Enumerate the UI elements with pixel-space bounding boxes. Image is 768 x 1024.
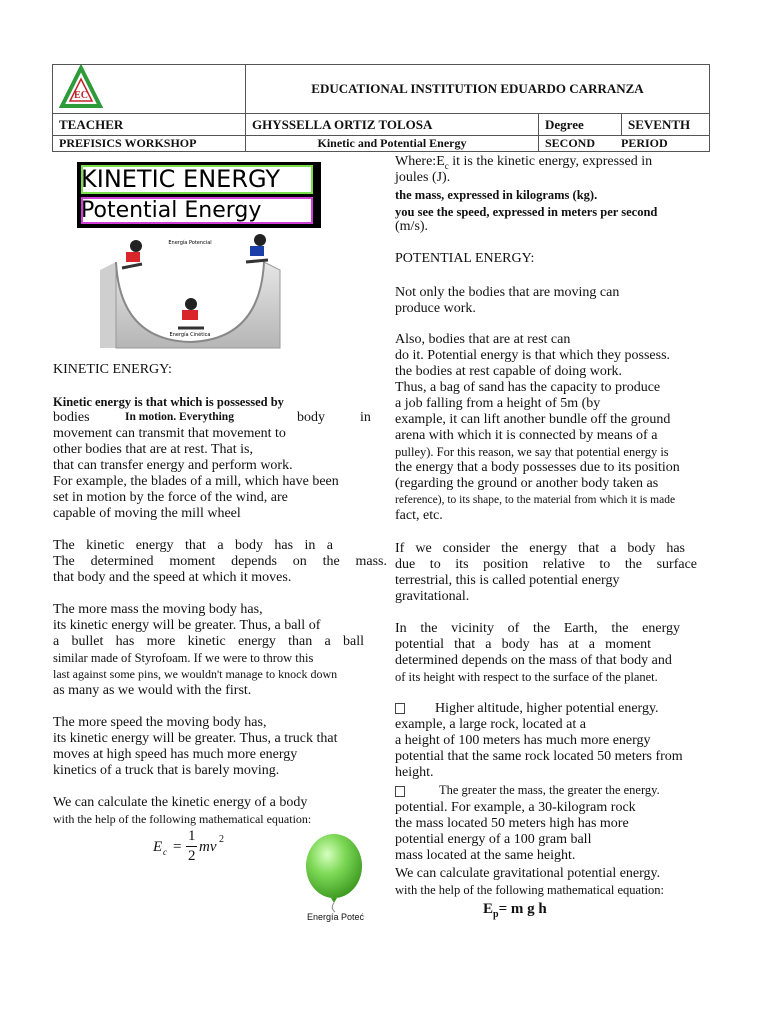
right-line: fact, etc. <box>395 508 443 523</box>
left-line: The determined moment depends on the mass. <box>53 554 387 569</box>
right-line: We can calculate gravitational potential energy. <box>395 866 661 881</box>
eq-denominator: 2 <box>188 848 196 864</box>
left-line: a bullet has more kinetic energy than a ball <box>53 634 364 649</box>
teacher-name: GHYSSELLA ORTIZ TOLOSA <box>246 114 539 136</box>
bullet-text: Higher altitude, higher potential energy. <box>435 701 659 716</box>
right-line: potential that a body has at a moment <box>395 637 651 652</box>
kinetic-energy-equation <box>153 830 253 870</box>
right-line: terrestrial, this is called potential energy <box>395 573 620 588</box>
eq-subscript: p <box>493 909 499 920</box>
right-line: determined depends on the mass of that body and <box>395 653 672 668</box>
bullet-text: The greater the mass, the greater the energy. <box>439 783 660 797</box>
title-banner <box>77 162 321 228</box>
topic: Kinetic and Potential Energy <box>246 136 539 152</box>
left-line: Kinetic energy is that which is possessed by <box>53 395 284 409</box>
left-line: that can transfer energy and perform work. <box>53 458 293 473</box>
eq-equals: = <box>173 839 182 855</box>
left-line: The more speed the moving body has, <box>53 715 267 730</box>
left-line: movement can transmit that movement to <box>53 426 286 441</box>
skater-bottom-icon <box>178 298 204 328</box>
right-line: the bodies at rest capable of doing work. <box>395 364 623 379</box>
right-line: reference), to its shape, to the material from which it is made <box>395 494 676 506</box>
left-line: as many as we would with the first. <box>53 683 252 698</box>
right-line: If we consider the energy that a body has <box>395 541 685 556</box>
right-line: the energy that a body possesses due to its position <box>395 460 680 475</box>
right-line: gravitational. <box>395 589 470 604</box>
text-fragment: bodies <box>53 410 90 425</box>
period-word-1: SECOND <box>545 136 596 150</box>
left-line: The kinetic energy that a body has in a <box>53 538 333 553</box>
left-line: last against some pins, we wouldn't manage to knock down <box>53 667 338 681</box>
header-table <box>52 64 710 155</box>
right-line: the mass located 50 meters high has more <box>395 816 629 831</box>
right-line: Not only the bodies that are moving can <box>395 285 620 300</box>
potential-energy-equation <box>483 901 547 923</box>
right-line: you see the speed, expressed in meters per second <box>395 205 658 219</box>
right-line: a height of 100 meters has much more energy <box>395 733 651 748</box>
left-line: For example, the blades of a mill, which have been <box>53 474 339 489</box>
logo-text: EC <box>74 90 88 101</box>
right-line: example, a large rock, located at a <box>395 717 586 732</box>
left-line: capable of moving the mill wheel <box>53 506 241 521</box>
eq-rest: = m g h <box>498 901 547 917</box>
left-line: The more mass the moving body has, <box>53 602 263 617</box>
teacher-label: TEACHER <box>53 114 246 136</box>
period-word-2: PERIOD <box>621 136 668 150</box>
right-line: mass located at the same height. <box>395 848 576 863</box>
skate-ramp-illustration <box>98 232 283 350</box>
right-line: a job falling from a height of 5m (by <box>395 396 601 411</box>
text-fragment: body <box>297 410 325 425</box>
right-line: produce work. <box>395 301 476 316</box>
workshop-label: PREFISICS WORKSHOP <box>53 136 246 152</box>
potential-heading: POTENTIAL ENERGY: <box>395 251 535 266</box>
bullet-item <box>395 782 660 798</box>
right-line: the mass, expressed in kilograms (kg). <box>395 188 598 202</box>
eq-superscript: 2 <box>219 834 224 845</box>
left-line: We can calculate the kinetic energy of a body <box>53 795 308 810</box>
text-subscript: c <box>444 160 449 171</box>
right-line: arena with which it is connected by means of a <box>395 428 658 443</box>
logo <box>53 65 246 114</box>
eq-symbol: E <box>153 839 163 855</box>
institution-logo-icon <box>59 65 103 109</box>
bullet-icon <box>395 703 405 714</box>
degree-value: SEVENTH <box>622 114 710 136</box>
degree-label: Degree <box>539 114 622 136</box>
left-line: kinetics of a truck that is barely moving. <box>53 763 280 778</box>
eq-symbol: E <box>483 901 494 917</box>
right-line: pulley). For this reason, we say that potential energy is <box>395 445 669 459</box>
right-line: Thus, a bag of sand has the capacity to produce <box>395 380 661 395</box>
text-fragment-bold: In motion. Everything <box>125 411 234 423</box>
skater-left-icon <box>122 240 142 268</box>
text-fragment: it is the kinetic energy, expressed in <box>448 154 653 169</box>
right-line: (regarding the ground or another body taken as <box>395 476 659 491</box>
right-line: potential that the same rock located 50 meters from <box>395 749 683 764</box>
left-line: moves at high speed has much more energy <box>53 747 298 762</box>
ramp-top-label: Energía Potencial <box>168 240 212 246</box>
period <box>539 136 710 152</box>
right-line: In the vicinity of the Earth, the energy <box>395 621 680 636</box>
banner-line-kinetic: KINETIC ENERGY <box>81 165 313 194</box>
left-line: with the help of the following mathematical equation: <box>53 812 312 826</box>
right-line: example, it can lift another bundle off the ground <box>395 412 671 427</box>
text-fragment: in <box>360 410 371 425</box>
eq-numerator: 1 <box>188 828 196 844</box>
right-line: do it. Potential energy is that which they possess. <box>395 348 671 363</box>
kinetic-heading: KINETIC ENERGY: <box>53 362 172 377</box>
skater-right-icon <box>246 234 268 262</box>
right-line: Also, bodies that are at rest can <box>395 332 571 347</box>
left-line-justified <box>53 410 375 426</box>
balloon-caption: Energía Poteć <box>307 912 365 922</box>
right-line: (m/s). <box>395 219 429 234</box>
institution-name: EDUCATIONAL INSTITUTION EDUARDO CARRANZA <box>246 65 710 114</box>
right-line: potential. For example, a 30-kilogram rock <box>395 800 636 815</box>
bullet-icon <box>395 786 405 797</box>
bullet-item <box>395 701 659 717</box>
right-line: with the help of the following mathematical equation: <box>395 883 665 897</box>
text-fragment: Where:E <box>395 154 445 169</box>
left-line: its kinetic energy will be greater. Thus, a truck that <box>53 731 338 746</box>
ramp-bottom-label: Energía Cinética <box>169 332 211 338</box>
left-line: similar made of Styrofoam. If we were to throw this <box>53 651 314 665</box>
right-line: due to its position relative to the surface <box>395 557 697 572</box>
left-line: its kinetic energy will be greater. Thus, a ball of <box>53 618 321 633</box>
right-line: joules (J). <box>395 170 451 185</box>
right-line: of its height with respect to the surface of the planet. <box>395 670 658 684</box>
eq-subscript: c <box>163 847 167 857</box>
left-line: set in motion by the force of the wind, are <box>53 490 288 505</box>
banner-line-potential: Potential Energy <box>81 197 313 224</box>
balloon-icon <box>302 832 366 914</box>
right-line: potential energy of a 100 gram ball <box>395 832 592 847</box>
left-line: that body and the speed at which it moves. <box>53 570 292 585</box>
eq-mv: mv <box>199 839 217 855</box>
left-line: other bodies that are at rest. That is, <box>53 442 253 457</box>
right-line: height. <box>395 765 434 780</box>
